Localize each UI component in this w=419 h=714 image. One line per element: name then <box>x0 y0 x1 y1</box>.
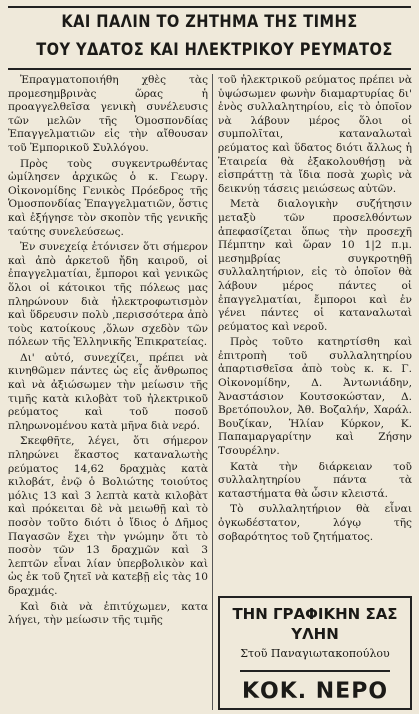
paragraph: Πρὸς τοῦτο κατηρτίσθη καὶ ἐπιτροπὴ τοῦ συλλαλητηρίου ἀπαρτισθεῖσα ἀπὸ τοὺς κ. κ. Γ. Οἰκονομίδην, Δ. Ἀντωνιάδην, Ἀναστάσιον Κουτσοκώσταν, Δ. Βρετόπουλον, Ἀθ. Βοζαλήν, Χαράλ. Βουζίκαν, Ἡλίαν Κύρκον, Κ. Παπαμαργαρίτην καὶ Ζήσην Τσουρέλην. <box>218 336 412 458</box>
headline-line-1: ΚΑΙ ΠΑΛΙΝ ΤΟ ΖΗΤΗΜΑ ΤΗΣ ΤΙΜΗΣ <box>61 12 358 32</box>
ad-line-4: ΚΟΚ. ΝΕΡΟ <box>241 679 389 704</box>
ad-line-2: ΥΛΗΝ <box>291 625 339 643</box>
article-left-column <box>8 74 208 710</box>
article-right-column <box>218 74 412 604</box>
advertisement-box <box>218 596 412 710</box>
paragraph: Καὶ διὰ νὰ ἐπιτύχωμεν, κατα λήγει, τὴν μείωσιν τῆς τιμῆς <box>8 600 208 627</box>
paragraph: Κατὰ τὴν διάρκειαν τοῦ συλλαλητηρίου πάντα τὰ καταστήματα θὰ ὦσιν κλειστά. <box>218 460 412 500</box>
ad-divider <box>240 670 390 672</box>
paragraph: Τὸ συλλαλητήριον θὰ εἶναι ὀγκωδέστατον, λόγῳ τῆς σοβαρότητος τοῦ ζητήματος. <box>218 503 412 543</box>
paragraph: Πρὸς τοὺς συγκεντρωθέντας ὡμίλησεν ἀρχικῶς ὁ κ. Γεωργ. Οἰκονομίδης Γενικὸς Πρόεδρος τῆς Ὁμοσπονδίας Ἐπαγγελματιῶν, ὅστις καὶ ἐξήγησε τὸν σκοπὸν τῆς γενικῆς ταύτης συνελεύσεως. <box>8 157 208 238</box>
paragraph: Ἐπραγματοποιήθη χθὲς τὰς προμεσημβρινὰς ὥρας ἡ προαγγελθεῖσα γενικὴ συνέλευσις τῶν μελῶν τῆς Ὁμοσπονδίας Ἐπαγγελματιῶν εἰς τὴν αἴθουσαν τοῦ Ἐμπορικοῦ Συλλόγου. <box>8 74 208 154</box>
paragraph: Μετὰ διαλογικὴν συζήτησιν μεταξὺ τῶν προσελθόντων ἀπεφασίζεται ὅπως τὴν προσεχῆ Πέμπτην καὶ ὥραν 10 1|2 π.μ. μεσημβρίας συγκροτηθῇ συλλαλητήριον, εἰς τὸ ὁποῖον θὰ λάβουν μέρος πάντες οἱ ἐπαγγελματίαι, ἔμποροι καὶ ἐν γένει πάντες οἱ καταναλωταὶ ρεύματος καὶ νεροῦ. <box>218 198 412 333</box>
column-divider <box>212 74 213 710</box>
paragraph: Δι' αὐτό, συνεχίζει, πρέπει νὰ κινηθῶμεν πάντες ὡς εἷς ἄνθρωπος καὶ νὰ ἀξιώσωμεν τὴν μείωσιν τῆς τιμῆς κατὰ κιλοβὰτ τοῦ ἠλεκτρικοῦ ρεύματος καὶ τοῦ ποσοῦ πληρωνομένου κατὰ μῆνα διὰ νερό. <box>8 351 208 432</box>
paragraph: Ἐν συνεχείᾳ ἐτόνισεν ὅτι σήμερον καὶ ἀπὸ ἀρκετοῦ ἤδη καιροῦ, οἱ ἐπαγγελματίαι, ἔμποροι καὶ γενικῶς ὅλοι οἱ κάτοικοι τῆς πόλεως μας πληρώνουν διὰ ἠλεκτροφωτισμὸν καὶ ὕδρευσιν πολὺ ,περισσότερα ἀπὸ τοὺς κατοίκους ,ὅλων σχεδὸν τῶν πόλεων τῆς Ἑλληνικῆς Ἐπικρατείας. <box>8 241 208 349</box>
paragraph: τοῦ ἠλεκτρικοῦ ρεύματος πρέπει νὰ ὑψώσωμεν φωνὴν διαμαρτυρίας δι' ἑνὸς συλλαλητηρίου, εἰς τὸ ὁποῖον νὰ λάβουν μέρος ὅλοι οἱ συμπολῖται, καταναλωταὶ ρεύματος καὶ ὕδατος διότι ἄλλως ἡ Ἑταιρεία θὰ ἐξακολουθήσῃ νὰ εἰσπράττῃ τὰ ἴδια ποσὰ χωρὶς νὰ δεικνύῃ τάσεις μειώσεως αὐτῶν. <box>218 74 412 195</box>
paragraph: Σκεφθῆτε, λέγει, ὅτι σήμερον πληρώνει ἕκαστος καταναλωτὴς ρεύματος 14,62 δραχμὰς κατὰ κιλοβάτ, ἐνῷ ὁ Βολιώτης τοιούτος μόλις 13 καὶ 3 λεπτὰ κατὰ κιλοβὰτ καὶ πρόκειται δὲ νὰ μειωθῇ καὶ τὸ ποσὸν τοῦτο διότι ὁ ἴδιος ὁ Δῆμος Παγασῶν ἔχει τὴν γνώμην ὅτι τὸ ποσὸν τῶν 13 δραχμῶν καὶ 3 λεπτῶν εἶναι λίαν ὑπερβολικὸν καὶ ὡς ἐκ τοῦ ζητεῖ νὰ κατεβῇ εἰς τὰς 10 δραχμάς. <box>8 435 208 597</box>
ad-line-1: ΤΗΝ ΓΡΑΦΙΚΗΝ ΣΑΣ <box>232 605 398 623</box>
article-headline <box>8 6 411 70</box>
headline-line-2: ΤΟΥ ΥΔΑΤΟΣ ΚΑΙ ΗΛΕΚΤΡΙΚΟΥ ΡΕΥΜΑΤΟΣ <box>36 40 393 60</box>
ad-line-3: Στοῦ Παναγιωτακοπούλου <box>240 647 390 660</box>
